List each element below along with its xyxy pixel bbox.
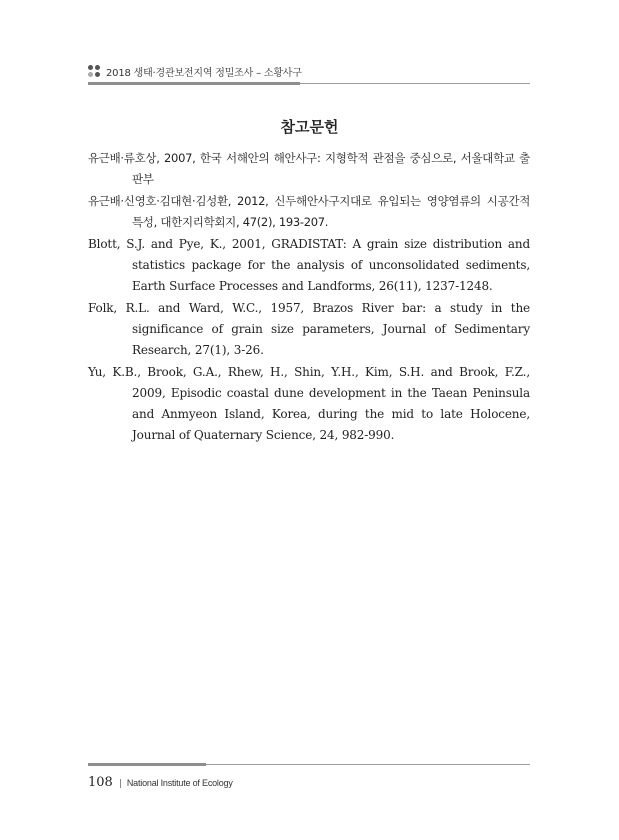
reference-item: Yu, K.B., Brook, G.A., Rhew, H., Shin, Y.H., Kim, S.H. and Brook, F.Z., 2009, Episodic coastal dune development in the Taean Peninsula and Anmyeon Island, Korea, during the mid to late Holocene, Journal of Quaternary Science, 24, 982-990. <box>88 365 530 442</box>
page-title: 참고문헌 <box>280 118 339 136</box>
reference-item: 유근배·신영호·김대현·김성환, 2012, 신두해안사구지대로 유입되는 영양염류의 시공간적 특성, 대한지리학회지, 47(2), 193-207. <box>88 194 530 229</box>
page-number: 108 <box>88 775 113 790</box>
running-title: 2018 생태·경관보전지역 정밀조사 – 소황사구 <box>106 67 302 79</box>
header-rule <box>88 82 530 86</box>
header-dots-icon <box>88 65 100 77</box>
reference-item: Blott, S.J. and Pye, K., 2001, GRADISTAT: A grain size distribution and statistics package for the analysis of unconsolidated sediments, Earth Surface Processes and Landforms, 26(11), 1237-1248. <box>88 237 530 293</box>
page-header <box>88 62 530 86</box>
reference-item: 유근배·류호상, 2007, 한국 서해안의 해안사구: 지형학적 관점을 중심으로, 서울대학교 출판부 <box>88 151 530 186</box>
footer-separator: | <box>118 779 122 789</box>
page-footer <box>88 763 530 790</box>
reference-item: Folk, R.L. and Ward, W.C., 1957, Brazos River bar: a study in the significance of grain size parameters, Journal of Sedimentary Research, 27(1), 3-26. <box>88 301 530 357</box>
footer-rule <box>88 763 530 767</box>
institute-name: National Institute of Ecology <box>126 778 233 788</box>
reference-list <box>88 148 530 447</box>
